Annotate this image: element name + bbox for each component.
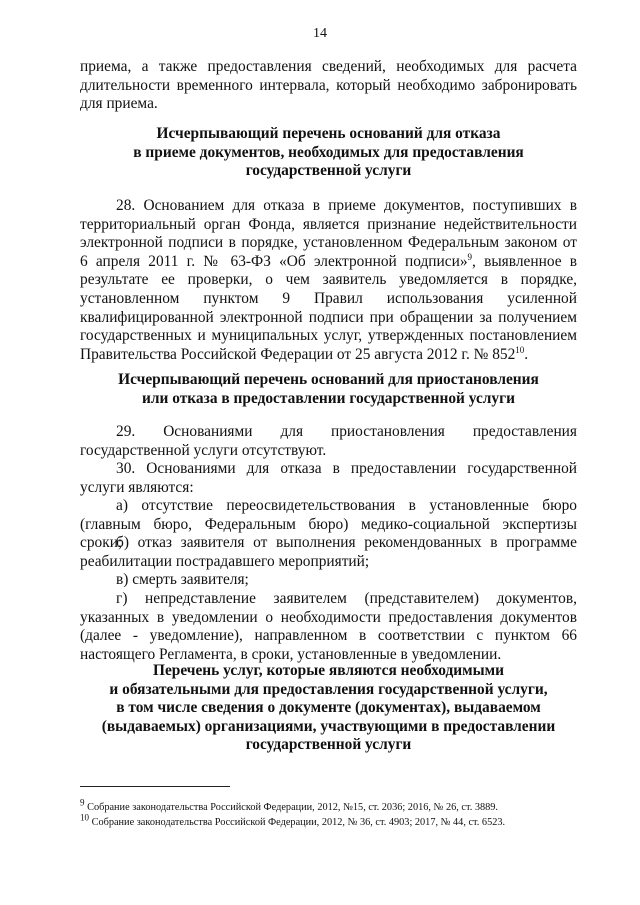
heading-line: государственной услуги: [245, 162, 412, 180]
heading-suspension-refusal: [80, 371, 577, 408]
footnote-ref-9: 9: [467, 251, 473, 262]
footnote-text: Собрание законодательства Российской Федерации, 2012, № 36, ст. 4903; 2017, № 44, ст. 6523.: [89, 817, 506, 828]
heading-line: Исчерпывающий перечень оснований для отказа: [156, 125, 501, 142]
footnote-text: Собрание законодательства Российской Федерации, 2012, №15, ст. 2036; 2016, № 26, ст. 3889.: [84, 802, 499, 813]
heading-line: Исчерпывающий перечень оснований для приостановления: [118, 371, 539, 388]
footnote-ref-10: 10: [515, 344, 525, 355]
intro-paragraph: приема, а также предоставления сведений, необходимых для расчета длительности временного интервала, который необходимо забронировать для приема.: [80, 58, 577, 113]
heading-refusal-reception: [80, 125, 577, 181]
footnote-mark: 10: [80, 812, 89, 823]
footnote-mark: 9: [80, 797, 85, 808]
list-item-d: г) непредставление заявителем (представителем) документов, указанных в уведомлении о необходимости предоставления документов (далее - уведомление), направленном в соответствии с пунктом 66 настоящего Регламента, в сроки, установленные в уведомлении.: [80, 590, 577, 663]
paragraph-28-text-cont: , выявленное в результате ее проверки, о чем заявитель уведомляется в порядке, установленном пунктом 9 Правил использования усиленной квалифицированной электронной подписи при обращении за получением государственных и муниципальных услуг, утвержденных постановлением Правительства Российской Федерации от 25 августа 2012 г. № 852: [80, 252, 577, 363]
paragraph-30: 30. Основаниями для отказа в предоставлении государственной услуги являются:: [80, 460, 577, 496]
paragraph-28-end: .: [524, 345, 529, 363]
heading-line: Перечень услуг, которые являются необходимыми: [152, 662, 505, 679]
heading-line: в том числе сведения о документе (документах), выдаваемом: [116, 699, 541, 717]
list-item-a: а) отсутствие переосвидетельствования в установленные бюро (главным бюро, Федеральным бюро) медико-социальной экспертизы сроки;: [80, 497, 577, 552]
paragraph-28: [80, 197, 577, 364]
heading-required-services: [80, 662, 577, 755]
heading-line: в приеме документов, необходимых для предоставления: [133, 143, 524, 161]
heading-line: или отказа в предоставлении государственной услуги: [142, 389, 515, 407]
footnote-9: [80, 797, 600, 814]
heading-line: государственной услуги: [245, 736, 412, 754]
list-item-c: в) смерть заявителя;: [116, 571, 249, 588]
footnote-10: [80, 812, 600, 829]
footnote-divider: [80, 786, 230, 787]
page-number: 14: [313, 26, 327, 41]
heading-line: (выдаваемых) организациями, участвующими в предоставлении: [101, 717, 556, 735]
list-item-b: б) отказ заявителя от выполнения рекомендованных в программе реабилитации пострадавшего мероприятий;: [80, 534, 577, 570]
paragraph-29: 29. Основаниями для приостановления предоставления государственной услуги отсутствуют.: [80, 423, 577, 459]
paragraph-28-text: 28. Основанием для отказа в приеме документов, поступивших в территориальный орган Фонда, является признание недействительности электронной подписи в порядке, установленном Федеральным законом от 6 апреля 2011 г. № 63-ФЗ «Об электронной подписи»: [80, 197, 577, 270]
heading-line: и обязательными для предоставления государственной услуги,: [109, 680, 548, 698]
